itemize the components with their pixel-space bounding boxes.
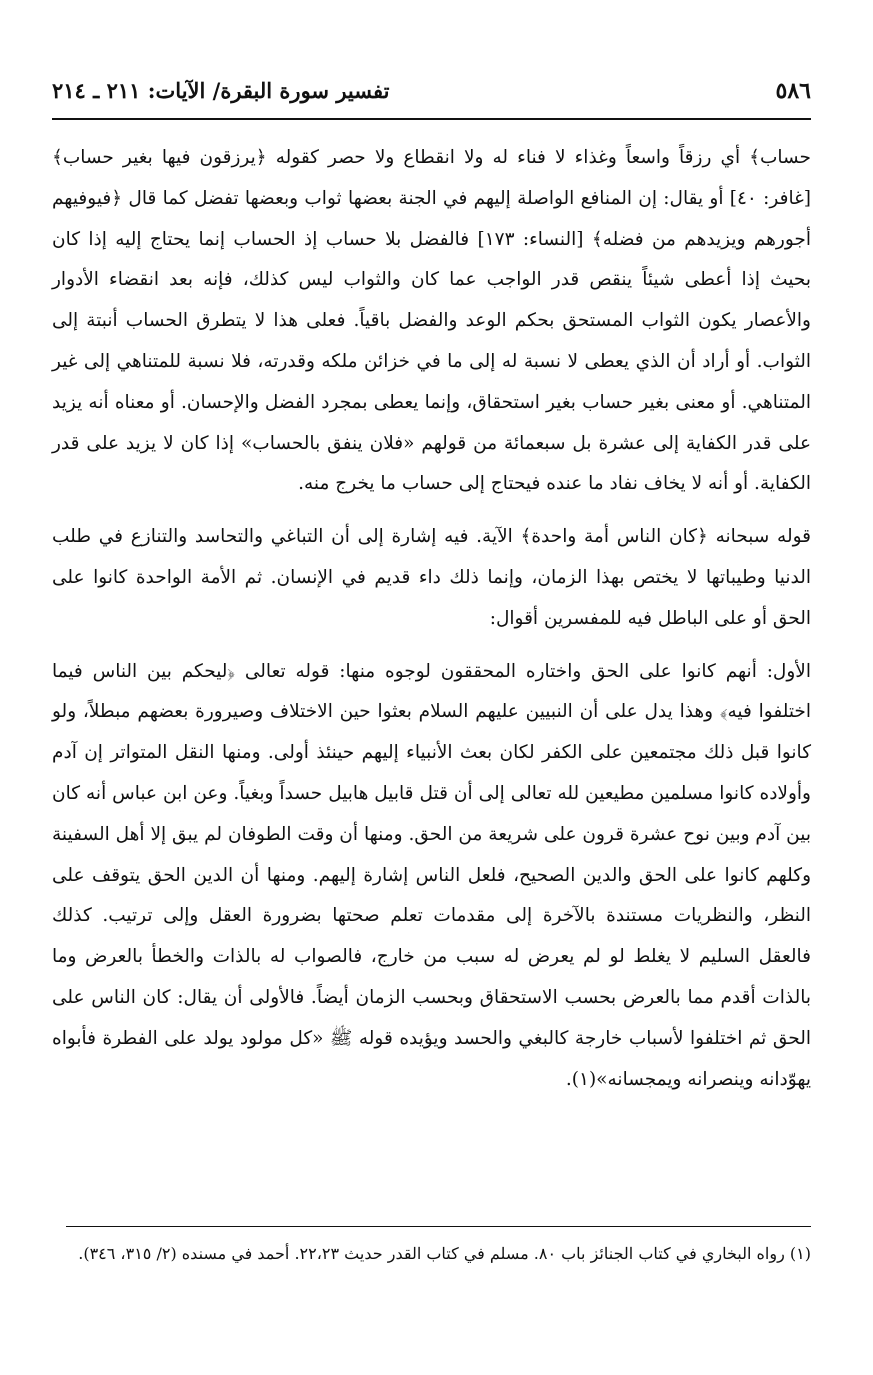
- page-header: [52, 72, 811, 112]
- header-divider: [52, 118, 811, 120]
- paragraph-ummah-wahida: قوله سبحانه ﴿كان الناس أمة واحدة﴾ الآية. فيه إشارة إلى أن التباغي والتحاسد والتنازع في طلب الدنيا وطيباتها لا يختص بهذا الزمان، وإنما ذلك داء قديم في الإنسان. ثم الأمة الواحدة كانوا على الحق أو على الباطل فيه للمفسرين أقوال:: [52, 526, 811, 629]
- page-number: ٥٨٦: [775, 78, 811, 104]
- footnote-divider: [66, 1226, 811, 1227]
- main-text: [52, 138, 811, 1100]
- paragraph-first-opinion: الأول: أنهم كانوا على الحق واختاره المحققون لوجوه منها: قوله تعالى ﴿ليحكم بين الناس فيما اختلفوا فيه﴾ وهذا يدل على أن النبيين عليهم السلام بعثوا حين الاختلاف وصيرورة بعضهم مبطلاً، ولو كانوا قبل ذلك مجتمعين على الكفر لكان بعث الأنبياء إليهم حينئذ أولى. ومنها النقل المتواتر إن آدم وأولاده كانوا مسلمين مطيعين لله تعالى إلى أن قتل قابيل هابيل حسداً وبغياً. وعن ابن عباس أنه كان بين آدم وبين نوح عشرة قرون على شريعة من الحق. ومنها أن وقت الطوفان لم يبق إلا أهل السفينة وكلهم كانوا على الحق والدين الصحيح، فلعل الناس إشارة إليهم. ومنها أن الدين الحق يتوقف على النظر، والنظريات مستندة بالآخرة إلى مقدمات تعلم صحتها بضرورة العقل وإلى ترتيب. كذلك فالعقل السليم لا يغلط لو لم يعرض له سبب من خارج، فالصواب له بالذات والخطأ بالعرض وما بالذات أقدم مما بالعرض بحسب الاستحقاق وبحسب الزمان أيضاً. فالأولى أن يقال: كان الناس على الحق ثم اختلفوا لأسباب خارجة كالبغي والحسد ويؤيده قوله ﷺ «كل مولود يولد على الفطرة فأبواه يهوّدانه وينصرانه ويمجسانه»(١).: [52, 660, 811, 1090]
- footnote: (١) رواه البخاري في كتاب الجنائز باب ٨٠. مسلم في كتاب القدر حديث ٢٢،٢٣. أحمد في مسنده (٢/ ٣١٥، ٣٤٦).: [78, 1244, 811, 1263]
- running-title: تفسير سورة البقرة/ الآيات: ٢١١ ـ ٢١٤: [52, 78, 390, 103]
- paragraph-hisab: حساب﴾ أي رزقاً واسعاً وغذاء لا فناء له ولا انقطاع ولا حصر كقوله ﴿يرزقون فيها بغير حساب﴾ [غافر: ٤٠] أو يقال: إن المنافع الواصلة إليهم في الجنة بعضها ثواب وبعضها تفضل كما قال ﴿فيوفيهم أجورهم ويزيدهم من فضله﴾ [النساء: ١٧٣] فالفضل بلا حساب إذ الحساب إنما يحتاج إليه إذا كان بحيث إذا أعطى شيئاً ينقص قدر الواجب عما كان والثواب ليس كذلك، فإنه بعد انقضاء الأدوار والأعصار يكون الثواب المستحق بحكم الوعد والفضل باقياً. فعلى هذا لا يتطرق الحساب أنبتة إلى الثواب. أو أراد أن الذي يعطى لا نسبة له إلى ما في خزائن ملكه وقدرته، فلا نسبة للمتناهي إلى غير المتناهي. أو معنى بغير حساب بغير استحقاق، وإنما يعطى بمجرد الفضل والإحسان. أو معناه أنه يزيد على قدر الكفاية إلى عشرة بل سبعمائة من قولهم «فلان ينفق بالحساب» إذا كان لا يزيد على قدر الكفاية. أو أنه لا يخاف نفاد ما عنده فيحتاج إلى حساب ما يخرج منه.: [52, 147, 811, 495]
